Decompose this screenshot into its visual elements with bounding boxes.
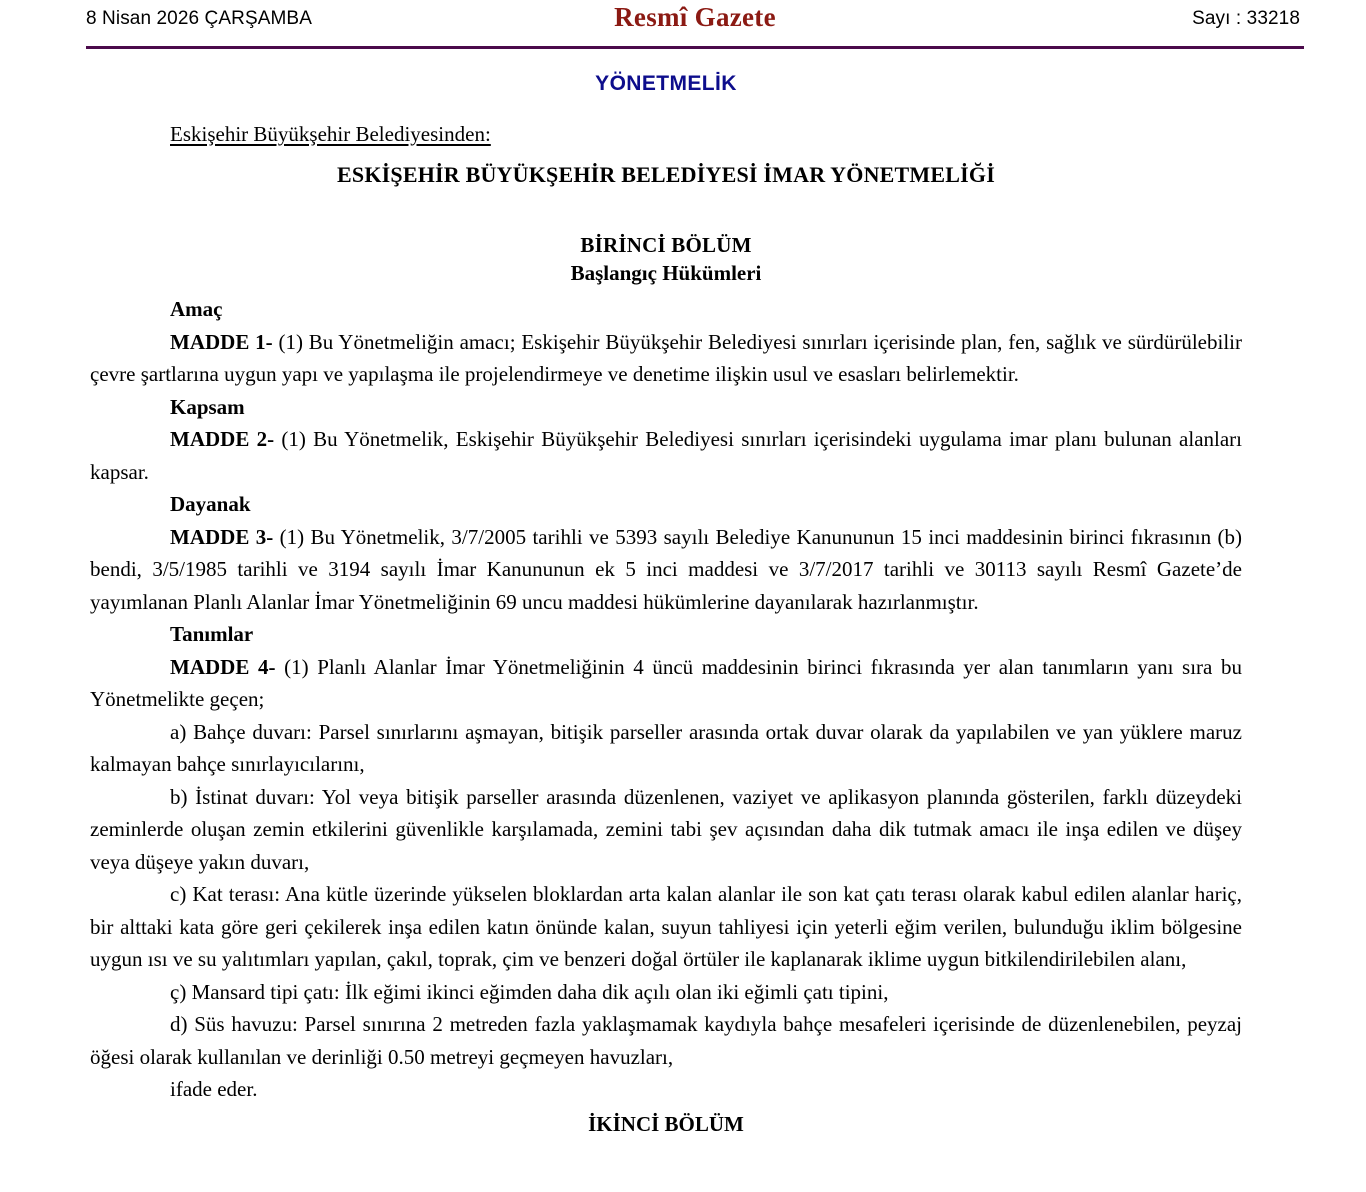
section-heading: BİRİNCİ BÖLÜM: [580, 233, 752, 257]
document-body: [90, 49, 1242, 1138]
article-label-2: MADDE 2-: [170, 427, 275, 451]
article-text-3: (1) Bu Yönetmelik, 3/7/2005 tarihli ve 5393 sayılı Belediye Kanununun 15 inci maddesinin birinci fıkrasının (b) bendi, 3/5/1985 tarihli ve 3194 sayılı İmar Kanununun ek 5 inci maddesi ve 3/7/2017 tarihli ve 30113 sayılı Resmî Gazete’de yayımlanan Planlı Alanlar İmar Yönetmeliğinin 69 uncu maddesi hükümlerine dayanılarak hazırlanmıştır.: [90, 524, 1242, 614]
article-paragraph-2: [90, 423, 1242, 488]
definition-item-c: c) Kat terası: Ana kütle üzerinde yükselen bloklardan arta kalan alanlar ile son kat çatı terası olarak kabul edilen alanlar hariç, bir alttaki kata göre geri çekilerek inşa edilen katın önünde kalan, suyun tahliyesi için yeterli eğim verilen, bulunduğu iklim bölgesine uygun ısı ve su yalıtımları yapılan, çakıl, toprak, çim ve benzeri doğal örtüler ile kaplanarak iklime uygun bitkilendirilebilen alanı,: [90, 882, 1242, 971]
article-heading-dayanak: Dayanak: [170, 492, 251, 516]
gazette-title: Resmî Gazete: [614, 2, 776, 32]
issue-number: Sayı : 33218: [1192, 8, 1300, 29]
regulation-title: ESKİŞEHİR BÜYÜKŞEHİR BELEDİYESİ İMAR YÖNETMELİĞİ: [337, 162, 995, 187]
closing-phrase: ifade eder.: [170, 1077, 258, 1101]
article-heading-tanimlar: Tanımlar: [170, 622, 254, 646]
article-label-4: MADDE 4-: [170, 654, 276, 679]
article-text-1: (1) Bu Yönetmeliğin amacı; Eskişehir Büyükşehir Belediyesi sınırları içerisinde plan, fen, sağlık ve sürdürülebilir çevre şartlarına uygun yapı ve yapılaşma ile projelendirmeye ve denetime ilişkin usul ve esasları belirlemektir.: [90, 329, 1242, 386]
document-kind-heading: YÖNETMELİK: [595, 72, 737, 95]
definition-item-c-cedilla: ç) Mansard tipi çatı: İlk eğimi ikinci eğimden daha dik açılı olan iki eğimli çatı tipini,: [170, 979, 889, 1004]
article-heading-kapsam: Kapsam: [170, 394, 245, 419]
article-label-1: MADDE 1-: [170, 329, 273, 354]
article-text-2: (1) Bu Yönetmelik, Eskişehir Büyükşehir Belediyesi sınırları içerisindeki uygulama imar planı bulunan alanları kapsar.: [90, 427, 1242, 484]
article-paragraph-3: [90, 521, 1242, 619]
next-section-heading: İKİNCİ BÖLÜM: [588, 1111, 744, 1136]
article-paragraph-1: [90, 326, 1242, 391]
definition-item-b: b) İstinat duvarı: Yol veya bitişik parseller arasında düzenlenen, vaziyet ve aplikasyon planında gösterilen, farklı düzeydeki zeminlerde oluşan zemin etkilerini güvenlikle karşılamada, zemini tabi şev açısından daha dik tutmak amacı ile inşa edilen ve düşey veya düşeye yakın duvarı,: [90, 784, 1242, 874]
issuing-authority: Eskişehir Büyükşehir Belediyesinden:: [170, 122, 491, 146]
section-subheading: Başlangıç Hükümleri: [570, 261, 762, 285]
article-label-3: MADDE 3-: [170, 524, 274, 549]
article-heading-amac: Amaç: [170, 297, 223, 321]
definition-item-a: a) Bahçe duvarı: Parsel sınırlarını aşmayan, bitişik parseller arasında ortak duvar olarak da yapılabilen ve yan yüklere maruz kalmayan bahçe sınırlayıcılarını,: [90, 719, 1242, 776]
article-paragraph-4: [90, 651, 1242, 716]
publication-date: 8 Nisan 2026 ÇARŞAMBA: [86, 8, 312, 29]
definition-item-d: d) Süs havuzu: Parsel sınırına 2 metreden fazla yaklaşmamak kaydıyla bahçe mesafeleri içerisinde de düzenlenebilen, peyzaj öğesi olarak kullanılan ve derinliği 0.50 metreyi geçmeyen havuzları,: [90, 1012, 1242, 1069]
article-text-4: (1) Planlı Alanlar İmar Yönetmeliğinin 4 üncü maddesinin birinci fıkrasında yer alan tanımların yanı sıra bu Yönetmelikte geçen;: [90, 654, 1242, 711]
masthead: [86, 0, 1304, 44]
